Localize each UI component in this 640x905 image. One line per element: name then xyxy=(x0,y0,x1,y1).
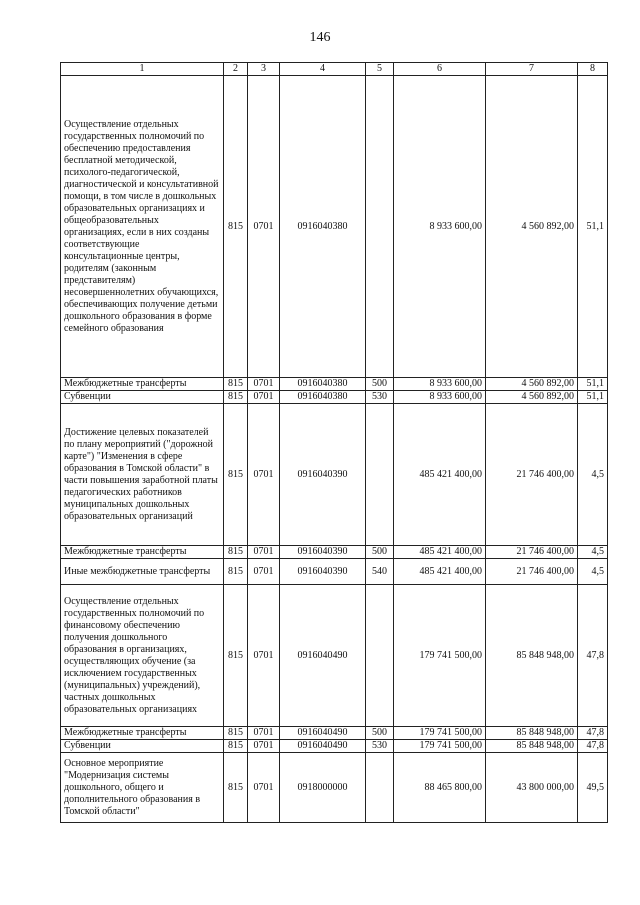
section-code: 0701 xyxy=(248,378,280,391)
plan-amount: 179 741 500,00 xyxy=(394,740,486,753)
target-code: 0916040390 xyxy=(280,404,366,546)
target-code: 0916040490 xyxy=(280,740,366,753)
column-header: 4 xyxy=(280,63,366,76)
section-code: 0701 xyxy=(248,391,280,404)
expense-type: 500 xyxy=(366,546,394,559)
admin-code: 815 xyxy=(224,76,248,378)
percent-complete: 4,5 xyxy=(578,404,608,546)
plan-amount: 179 741 500,00 xyxy=(394,727,486,740)
admin-code: 815 xyxy=(224,559,248,585)
admin-code: 815 xyxy=(224,391,248,404)
expense-type: 540 xyxy=(366,559,394,585)
expense-type: 500 xyxy=(366,378,394,391)
actual-amount: 85 848 948,00 xyxy=(486,727,578,740)
target-code: 0916040380 xyxy=(280,378,366,391)
expense-type xyxy=(366,404,394,546)
percent-complete: 51,1 xyxy=(578,76,608,378)
page-number: 146 xyxy=(309,30,331,45)
plan-amount: 485 421 400,00 xyxy=(394,404,486,546)
plan-amount: 8 933 600,00 xyxy=(394,378,486,391)
target-code: 0916040380 xyxy=(280,76,366,378)
table-row xyxy=(61,585,608,727)
actual-amount: 85 848 948,00 xyxy=(486,585,578,727)
table-row xyxy=(61,391,608,404)
row-name: Основное мероприятие "Модернизация системы дошкольного, общего и дополнительного образования в Томской области" xyxy=(61,753,224,823)
column-header: 2 xyxy=(224,63,248,76)
percent-complete: 47,8 xyxy=(578,585,608,727)
row-name: Иные межбюджетные трансферты xyxy=(61,559,224,585)
target-code: 0918000000 xyxy=(280,753,366,823)
plan-amount: 485 421 400,00 xyxy=(394,546,486,559)
admin-code: 815 xyxy=(224,404,248,546)
admin-code: 815 xyxy=(224,378,248,391)
plan-amount: 485 421 400,00 xyxy=(394,559,486,585)
percent-complete: 51,1 xyxy=(578,378,608,391)
actual-amount: 4 560 892,00 xyxy=(486,76,578,378)
section-code: 0701 xyxy=(248,740,280,753)
expense-type: 530 xyxy=(366,740,394,753)
row-name: Достижение целевых показателей по плану мероприятий ("дорожной карте") "Изменения в сфере образования в Томской области" в части повышения заработной платы педагогических работников муниципальных дошкольных образовательных организаций xyxy=(61,404,224,546)
column-header: 7 xyxy=(486,63,578,76)
section-code: 0701 xyxy=(248,546,280,559)
table-row xyxy=(61,727,608,740)
table-row xyxy=(61,378,608,391)
admin-code: 815 xyxy=(224,546,248,559)
actual-amount: 85 848 948,00 xyxy=(486,740,578,753)
plan-amount: 88 465 800,00 xyxy=(394,753,486,823)
expense-type: 500 xyxy=(366,727,394,740)
table-row xyxy=(61,76,608,378)
percent-complete: 49,5 xyxy=(578,753,608,823)
actual-amount: 21 746 400,00 xyxy=(486,404,578,546)
section-code: 0701 xyxy=(248,585,280,727)
target-code: 0916040490 xyxy=(280,585,366,727)
actual-amount: 21 746 400,00 xyxy=(486,546,578,559)
row-name: Межбюджетные трансферты xyxy=(61,546,224,559)
column-header: 1 xyxy=(61,63,224,76)
budget-table xyxy=(60,62,608,823)
expense-type xyxy=(366,585,394,727)
row-name: Осуществление отдельных государственных полномочий по финансовому обеспечению получения дошкольного образования в организациях, осуществляющих обучение (за исключением государственных (муниципальных) учреждений), частных дошкольных образовательных организациях xyxy=(61,585,224,727)
plan-amount: 179 741 500,00 xyxy=(394,585,486,727)
table-row xyxy=(61,740,608,753)
column-header: 8 xyxy=(578,63,608,76)
table-row xyxy=(61,404,608,546)
row-name: Субвенции xyxy=(61,391,224,404)
section-code: 0701 xyxy=(248,404,280,546)
table-row xyxy=(61,559,608,585)
row-name: Субвенции xyxy=(61,740,224,753)
admin-code: 815 xyxy=(224,740,248,753)
target-code: 0916040390 xyxy=(280,546,366,559)
table-row xyxy=(61,546,608,559)
actual-amount: 4 560 892,00 xyxy=(486,378,578,391)
actual-amount: 21 746 400,00 xyxy=(486,559,578,585)
percent-complete: 4,5 xyxy=(578,546,608,559)
column-header: 3 xyxy=(248,63,280,76)
expense-type: 530 xyxy=(366,391,394,404)
expense-type xyxy=(366,76,394,378)
actual-amount: 43 800 000,00 xyxy=(486,753,578,823)
percent-complete: 51,1 xyxy=(578,391,608,404)
target-code: 0916040380 xyxy=(280,391,366,404)
row-name: Межбюджетные трансферты xyxy=(61,378,224,391)
row-name: Осуществление отдельных государственных полномочий по обеспечению предоставления бесплатной методической, психолого-педагогической, диагностической и консультативной помощи, в том числе в дошкольных образовательных организациях и общеобразовательных организациях, если в них созданы соответствующие консультационные центры, родителям (законным представителям) несовершеннолетних обучающихся, обеспечивающих получение детьми дошкольного образования в форме семейного образования xyxy=(61,76,224,378)
section-code: 0701 xyxy=(248,727,280,740)
row-name: Межбюджетные трансферты xyxy=(61,727,224,740)
percent-complete: 47,8 xyxy=(578,740,608,753)
actual-amount: 4 560 892,00 xyxy=(486,391,578,404)
header-row xyxy=(61,63,608,76)
expense-type xyxy=(366,753,394,823)
percent-complete: 4,5 xyxy=(578,559,608,585)
section-code: 0701 xyxy=(248,559,280,585)
admin-code: 815 xyxy=(224,753,248,823)
target-code: 0916040490 xyxy=(280,727,366,740)
column-header: 5 xyxy=(366,63,394,76)
table-row xyxy=(61,753,608,823)
column-header: 6 xyxy=(394,63,486,76)
plan-amount: 8 933 600,00 xyxy=(394,391,486,404)
percent-complete: 47,8 xyxy=(578,727,608,740)
section-code: 0701 xyxy=(248,753,280,823)
admin-code: 815 xyxy=(224,727,248,740)
section-code: 0701 xyxy=(248,76,280,378)
plan-amount: 8 933 600,00 xyxy=(394,76,486,378)
admin-code: 815 xyxy=(224,585,248,727)
target-code: 0916040390 xyxy=(280,559,366,585)
